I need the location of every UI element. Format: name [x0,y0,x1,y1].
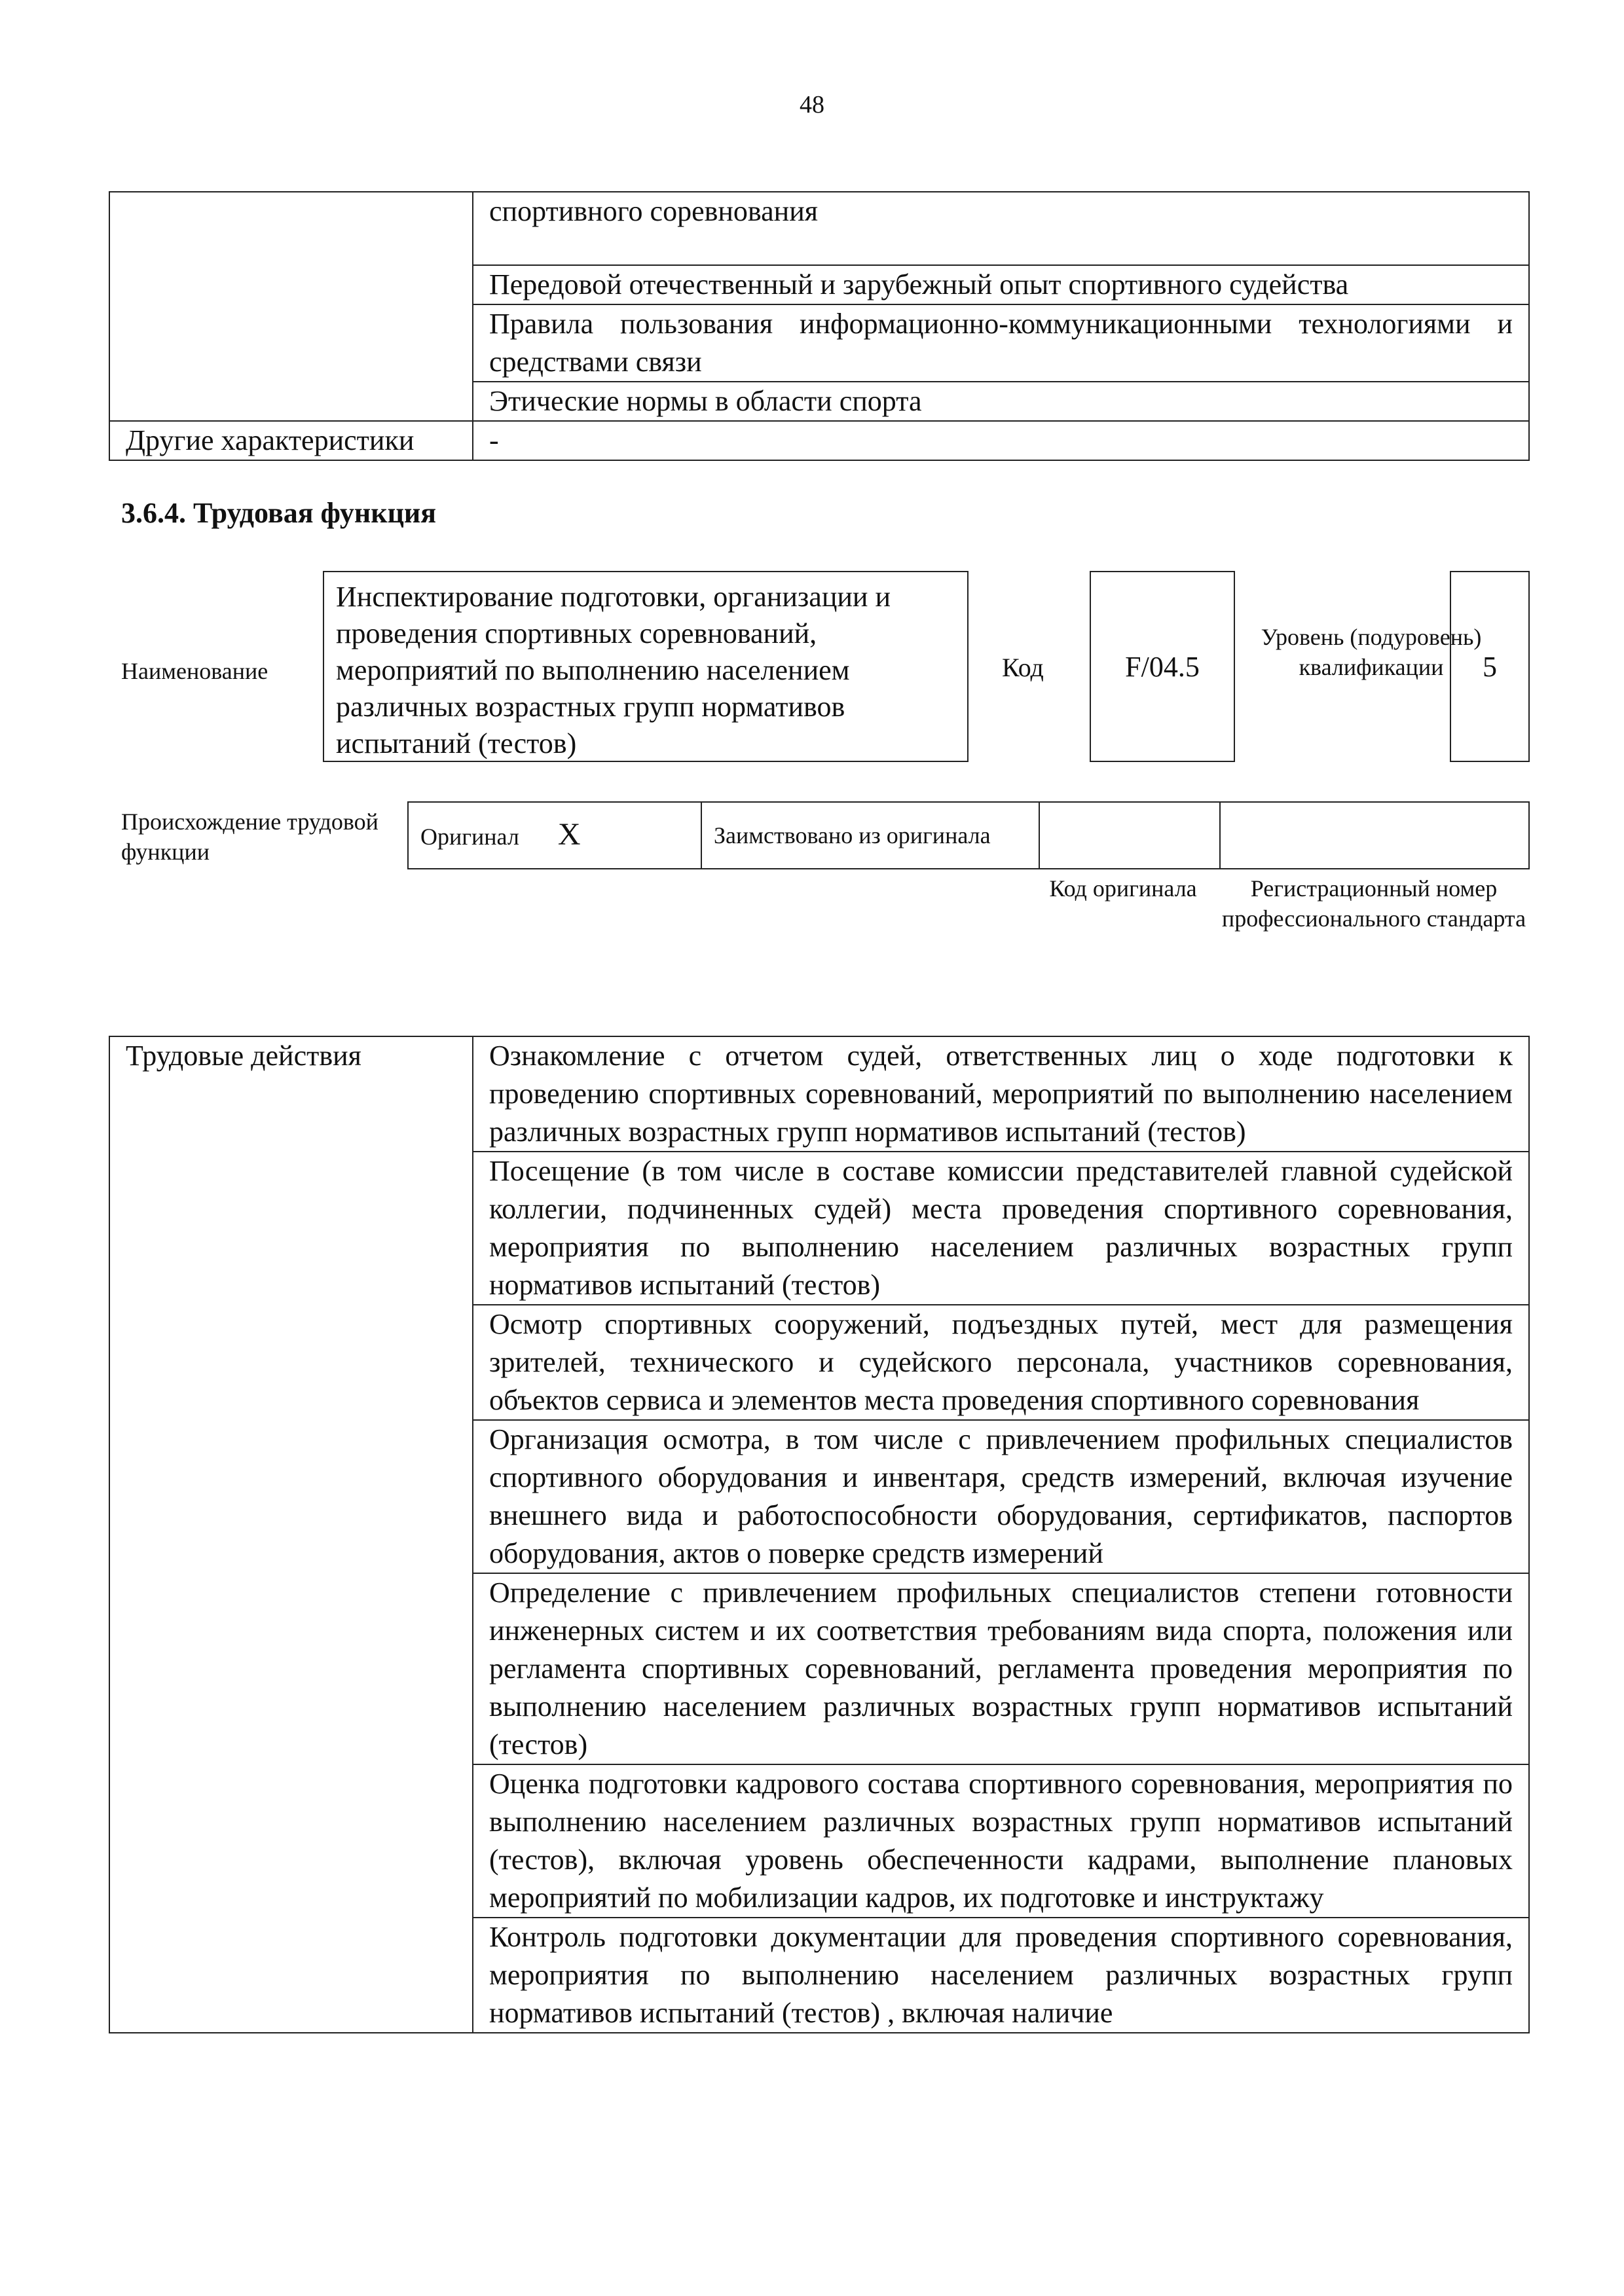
code-box [1090,571,1235,762]
other-characteristics-label: Другие характеристики [109,421,473,460]
original-code-caption: Код оригинала [1049,875,1197,902]
knowledge-item: Передовой отечественный и зарубежный опыт спортивного судейства [473,265,1529,304]
reg-number-caption: Регистрационный номер профессионального стандарта [1221,875,1526,932]
labor-action-item: Ознакомление с отчетом судей, ответственных лиц о ходе подготовки к проведению спортивных соревнований, мероприятий по выполнению населением различных возрастных групп нормативов испытаний (тестов) [473,1036,1529,1152]
code-label: Код [1002,653,1044,682]
borrowed-label: Заимствовано из оригинала [701,802,1039,869]
knowledge-item: Этические нормы в области спорта [473,382,1529,421]
name-label: Наименование [121,658,268,684]
labor-actions-table [109,1036,1530,2033]
original-code-cell [1039,802,1220,869]
reg-number-cell [1220,802,1529,869]
origin-table [407,801,1530,869]
empty-label-cell [109,192,473,421]
origin-label: Происхождение трудовой функции [121,809,378,865]
page-number: 48 [800,91,824,118]
original-label: Оригинал [420,823,519,850]
labor-action-item: Организация осмотра, в том числе с привлечением профильных специалистов спортивного оборудования и инвентаря, средств измерений, включая изучение внешнего вида и работоспособности оборудования, сертификатов, паспортов оборудования, актов о поверке средств измерений [473,1420,1529,1573]
qualification-level-value: 5 [1483,650,1497,683]
knowledge-continuation-table [109,191,1530,461]
labor-action-item: Посещение (в том числе в составе комиссии представителей главной судейской коллегии, подчиненных судей) места проведения спортивного соревнования, мероприятия по выполнению населением различных возрастных групп нормативов испытаний (тестов) [473,1152,1529,1305]
qualification-level-box [1450,571,1530,762]
labor-action-item: Осмотр спортивных сооружений, подъездных путей, мест для размещения зрителей, технического и судейского персонала, участников соревнования, объектов сервиса и элементов места проведения спортивного соревнования [473,1305,1529,1420]
other-characteristics-value: - [473,421,1529,460]
knowledge-item: спортивного соревнования [473,192,1529,265]
section-heading: 3.6.4. Трудовая функция [121,497,437,529]
original-cell [408,802,701,869]
qualification-level-label: Уровень (подуровень) квалификации [1261,624,1482,680]
labor-action-item: Оценка подготовки кадрового состава спортивного соревнования, мероприятия по выполнению населением различных возрастных групп нормативов испытаний (тестов), включая уровень обеспеченности кадрами, выполнение плановых мероприятий по мобилизации кадров, их подготовке и инструктажу [473,1764,1529,1918]
function-name-value: Инспектирование подготовки, организации и проведения спортивных соревнований, мероприятий по выполнению населением различных возрастных групп нормативов испытаний (тестов) [336,581,891,759]
labor-action-item: Контроль подготовки документации для проведения спортивного соревнования, мероприятия по выполнению населением различных возрастных групп нормативов испытаний (тестов) , включая наличие [473,1918,1529,2033]
original-mark: X [557,816,581,852]
labor-action-item: Определение с привлечением профильных специалистов степени готовности инженерных систем и их соответствия требованиям вида спорта, положения или регламента спортивных соревнований, регламента проведения мероприятия по выполнению населением различных возрастных групп нормативов испытаний (тестов) [473,1573,1529,1764]
function-name-box [323,571,969,762]
code-value: F/04.5 [1125,650,1200,683]
knowledge-item: Правила пользования информационно-коммуникационными технологиями и средствами связи [473,304,1529,382]
labor-actions-label: Трудовые действия [109,1036,473,2033]
